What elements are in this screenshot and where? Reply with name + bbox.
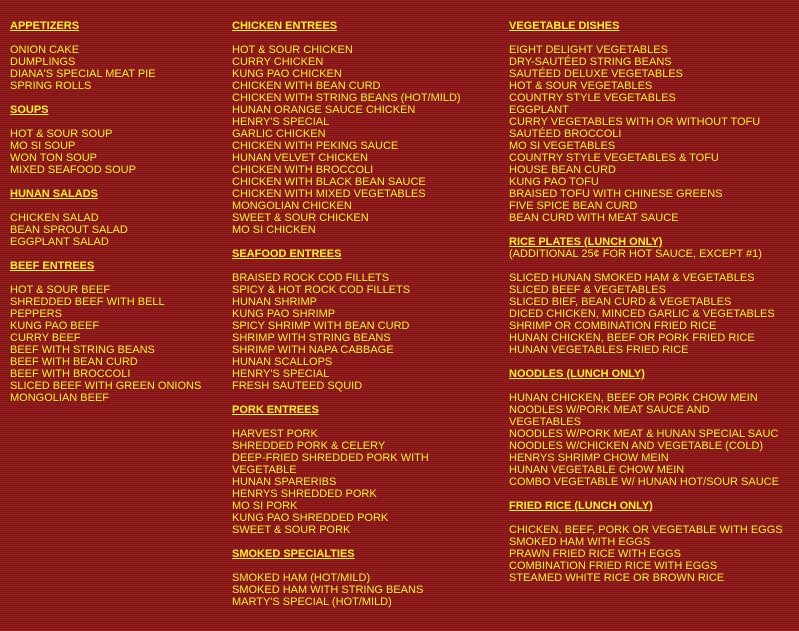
menu-item: BRAISED ROCK COD FILLETS xyxy=(232,272,390,284)
menu-section xyxy=(509,368,795,488)
menu-item: PRAWN FRIED RICE WITH EGGS xyxy=(509,548,681,560)
menu-section xyxy=(509,236,795,356)
menu-item: SHRIMP OR COMBINATION FRIED RICE xyxy=(509,320,717,332)
menu-item: NOODLES W/CHICKEN AND VEGETABLE (COLD) xyxy=(509,440,764,452)
menu-item: HUNAN CHICKEN, BEEF OR PORK FRIED RICE xyxy=(509,332,755,344)
menu-item: BEAN SPROUT SALAD xyxy=(10,224,128,236)
menu-section xyxy=(10,188,222,248)
menu-item: HARVEST PORK xyxy=(232,428,318,440)
menu-section xyxy=(232,20,502,236)
menu-item: DEEP-FRIED SHREDDED PORK WITH xyxy=(232,452,429,464)
menu-item: COMBO VEGETABLE W/ HUNAN HOT/SOUR SAUCE xyxy=(509,476,779,488)
menu-item: CHICKEN WITH MIXED VEGETABLES xyxy=(232,188,426,200)
menu-item: SAUTÉED DELUXE VEGETABLES xyxy=(509,68,684,80)
menu-item: HUNAN SPARERIBS xyxy=(232,476,337,488)
menu-item: FIVE SPICE BEAN CURD xyxy=(509,200,638,212)
menu-item: SAUTÉED BROCCOLI xyxy=(509,128,622,140)
menu-item: SHRIMP WITH NAPA CABBAGE xyxy=(232,344,394,356)
menu-item: HOT & SOUR SOUP xyxy=(10,128,113,140)
menu-section xyxy=(232,404,502,536)
menu-item: SLICED BEEF & VEGETABLES xyxy=(509,284,666,296)
menu-item: CHICKEN WITH PEKING SAUCE xyxy=(232,140,399,152)
menu-item: CHICKEN SALAD xyxy=(10,212,99,224)
section-note: (ADDITIONAL 25¢ FOR HOT SAUCE, EXCEPT #1) xyxy=(509,248,762,260)
menu-item: MARTY'S SPECIAL (HOT/MILD) xyxy=(232,596,392,608)
menu-item: SPICY & HOT ROCK COD FILLETS xyxy=(232,284,411,296)
section-heading: PORK ENTREES xyxy=(232,404,319,416)
section-heading: CHICKEN ENTREES xyxy=(232,20,338,32)
menu-item: SMOKED HAM WITH EGGS xyxy=(509,536,651,548)
menu-item: SHRIMP WITH STRING BEANS xyxy=(232,332,391,344)
menu-item: MO SI VEGETABLES xyxy=(509,140,616,152)
menu-item: EGGPLANT SALAD xyxy=(10,236,109,248)
menu-item: EGGPLANT xyxy=(509,104,569,116)
menu-item: SWEET & SOUR PORK xyxy=(232,524,351,536)
menu-item: EIGHT DELIGHT VEGETABLES xyxy=(509,44,668,56)
menu-item: SMOKED HAM (HOT/MILD) xyxy=(232,572,371,584)
menu-section xyxy=(10,260,222,404)
menu-section xyxy=(232,248,502,392)
section-heading: FRIED RICE (LUNCH ONLY) xyxy=(509,500,653,512)
menu-item: BEEF WITH BEAN CURD xyxy=(10,356,138,368)
menu-item: SLICED HUNAN SMOKED HAM & VEGETABLES xyxy=(509,272,755,284)
menu-item: HUNAN ORANGE SAUCE CHICKEN xyxy=(232,104,416,116)
menu-item: HENRY'S SPECIAL xyxy=(232,368,330,380)
menu-item: DIANA'S SPECIAL MEAT PIE xyxy=(10,68,156,80)
menu-item: BEEF WITH BROCCOLI xyxy=(10,368,131,380)
section-heading: APPETIZERS xyxy=(10,20,80,32)
menu-item: DRY-SAUTÉED STRING BEANS xyxy=(509,56,672,68)
menu-item: MIXED SEAFOOD SOUP xyxy=(10,164,136,176)
menu-item: SMOKED HAM WITH STRING BEANS xyxy=(232,584,424,596)
menu-item: COUNTRY STYLE VEGETABLES xyxy=(509,92,676,104)
menu-item: NOODLES W/PORK MEAT SAUCE AND xyxy=(509,404,710,416)
menu-item: NOODLES W/PORK MEAT & HUNAN SPECIAL SAUC xyxy=(509,428,779,440)
section-heading: SEAFOOD ENTREES xyxy=(232,248,342,260)
menu-item: HOT & SOUR CHICKEN xyxy=(232,44,353,56)
menu-item: CURRY VEGETABLES WITH OR WITHOUT TOFU xyxy=(509,116,761,128)
menu-item: HENRYS SHREDDED PORK xyxy=(232,488,377,500)
menu-item: HOT & SOUR BEEF xyxy=(10,284,111,296)
section-heading: BEEF ENTREES xyxy=(10,260,95,272)
menu-item: SPRING ROLLS xyxy=(10,80,92,92)
menu-item: CHICKEN WITH BLACK BEAN SAUCE xyxy=(232,176,426,188)
section-heading: VEGETABLE DISHES xyxy=(509,20,620,32)
menu-item: BEAN CURD WITH MEAT SAUCE xyxy=(509,212,679,224)
menu-item: HOUSE BEAN CURD xyxy=(509,164,616,176)
menu-item: HENRY'S SPECIAL xyxy=(232,116,330,128)
menu-item: KUNG PAO SHREDDED PORK xyxy=(232,512,389,524)
menu-item: BEEF WITH STRING BEANS xyxy=(10,344,155,356)
menu-item: HOT & SOUR VEGETABLES xyxy=(509,80,653,92)
menu-item: MONGOLIAN BEEF xyxy=(10,392,110,404)
menu-item: BRAISED TOFU WITH CHINESE GREENS xyxy=(509,188,723,200)
section-heading: HUNAN SALADS xyxy=(10,188,98,200)
menu-item: FRESH SAUTEED SQUID xyxy=(232,380,363,392)
menu-item: CHICKEN, BEEF, PORK OR VEGETABLE WITH EGGS xyxy=(509,524,783,536)
menu-item: WON TON SOUP xyxy=(10,152,97,164)
menu-section xyxy=(232,548,502,608)
menu-item: HUNAN VEGETABLES FRIED RICE xyxy=(509,344,689,356)
menu-item: GARLIC CHICKEN xyxy=(232,128,326,140)
menu-item: SWEET & SOUR CHICKEN xyxy=(232,212,369,224)
menu-item: SHREDDED BEEF WITH BELL xyxy=(10,296,165,308)
menu-item: HUNAN VELVET CHICKEN xyxy=(232,152,368,164)
menu-item: KUNG PAO SHRIMP xyxy=(232,308,336,320)
menu-item: HENRYS SHRIMP CHOW MEIN xyxy=(509,452,669,464)
menu-item: KUNG PAO BEEF xyxy=(10,320,100,332)
menu-item: SHREDDED PORK & CELERY xyxy=(232,440,386,452)
menu-item: HUNAN SCALLOPS xyxy=(232,356,333,368)
menu-item: SLICED BEEF WITH GREEN ONIONS xyxy=(10,380,202,392)
menu-item: SPICY SHRIMP WITH BEAN CURD xyxy=(232,320,410,332)
menu-item: PEPPERS xyxy=(10,308,62,320)
menu-item: MONGOLIAN CHICKEN xyxy=(232,200,352,212)
menu-column-2 xyxy=(232,20,502,620)
menu-item: HUNAN CHICKEN, BEEF OR PORK CHOW MEIN xyxy=(509,392,758,404)
menu-item: DICED CHICKEN, MINCED GARLIC & VEGETABLES xyxy=(509,308,775,320)
menu-item: CHICKEN WITH BEAN CURD xyxy=(232,80,381,92)
menu-section xyxy=(509,20,795,224)
menu-item: DUMPLINGS xyxy=(10,56,76,68)
menu-item: MO SI CHICKEN xyxy=(232,224,316,236)
menu-item: ONION CAKE xyxy=(10,44,80,56)
menu-section xyxy=(10,104,222,176)
menu-item: KUNG PAO CHICKEN xyxy=(232,68,342,80)
menu-item: STEAMED WHITE RICE OR BROWN RICE xyxy=(509,572,725,584)
menu-item: CHICKEN WITH STRING BEANS (HOT/MILD) xyxy=(232,92,461,104)
menu-item: VEGETABLE xyxy=(232,464,297,476)
menu-item: HUNAN VEGETABLE CHOW MEIN xyxy=(509,464,685,476)
menu-column-1 xyxy=(10,20,222,416)
menu-item: CURRY CHICKEN xyxy=(232,56,324,68)
section-heading: SOUPS xyxy=(10,104,49,116)
menu-item: KUNG PAO TOFU xyxy=(509,176,599,188)
menu-item: COUNTRY STYLE VEGETABLES & TOFU xyxy=(509,152,719,164)
menu-item: CHICKEN WITH BROCCOLI xyxy=(232,164,374,176)
menu-item: HUNAN SHRIMP xyxy=(232,296,317,308)
menu-section xyxy=(10,20,222,92)
menu-item: MO SI PORK xyxy=(232,500,298,512)
section-heading: SMOKED SPECIALTIES xyxy=(232,548,355,560)
menu-item: COMBINATION FRIED RICE WITH EGGS xyxy=(509,560,718,572)
section-heading: NOODLES (LUNCH ONLY) xyxy=(509,368,645,380)
menu-item: SLICED BIEF, BEAN CURD & VEGETABLES xyxy=(509,296,732,308)
menu-item: VEGETABLES xyxy=(509,416,581,428)
menu-item: MO SI SOUP xyxy=(10,140,76,152)
menu-column-3 xyxy=(509,20,795,596)
menu-section xyxy=(509,500,795,584)
menu-item: CURRY BEEF xyxy=(10,332,81,344)
section-heading: RICE PLATES (LUNCH ONLY) xyxy=(509,236,663,248)
